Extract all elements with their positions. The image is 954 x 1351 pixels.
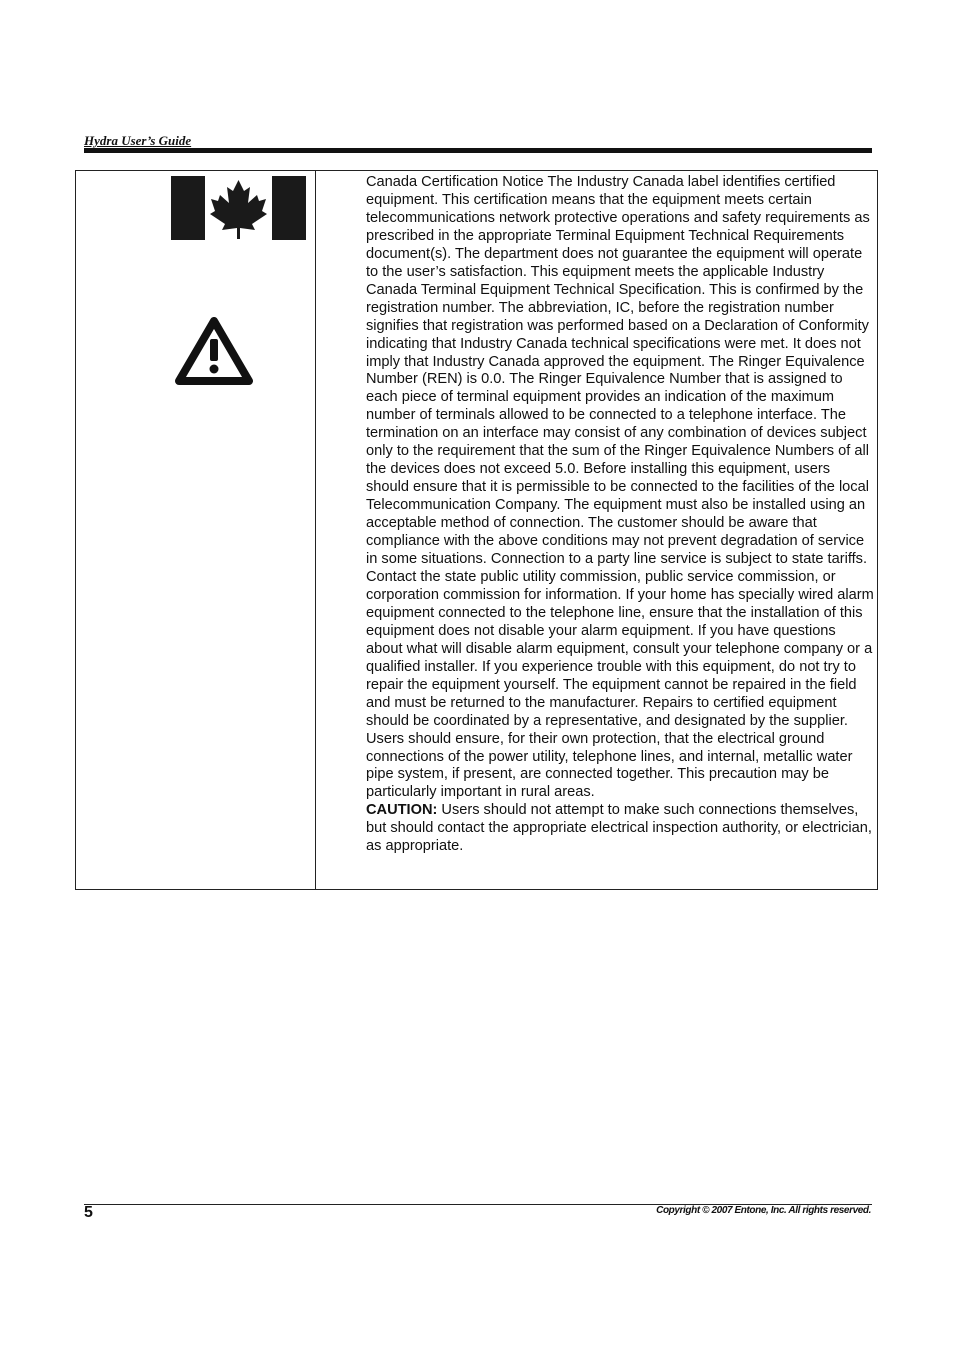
page-number: 5 [84, 1204, 93, 1221]
warning-triangle-icon [175, 317, 253, 385]
notice-table [75, 170, 878, 890]
notice-body: Canada Certification Notice The Industry Canada label identifies certified equipment. This certification means that the equipment meets certain telecommunications network protective operations and safety requirements as prescribed in the appropriate Terminal Equipment Technical Requirements document(s). The department does not guarantee the equipment will operate to the user’s satisfaction. This equipment meets the applicable Industry Canada Terminal Equipment Technical Specification. This is confirmed by the registration number. The abbreviation, IC, before the registration number signifies that registration was performed based on a Declaration of Conformity indicating that Industry Canada technical specifications were met. It does not imply that Industry Canada approved the equipment. The Ringer Equivalence Number (REN) is 0.0. The Ringer Equivalence Number that is assigned to each piece of terminal equipment provides an indication of the maximum number of terminals allowed to be connected to a telephone interface. The termination on an interface may consist of any combination of devices subject only to the requirement that the sum of the Ringer Equivalence Numbers of all the devices does not exceed 5.0. Before installing this equipment, users should ensure that it is permissible to be connected to the facilities of the local Telecommunication Company. The equipment must also be installed using an acceptable method of connection. The customer should be aware that compliance with the above conditions may not prevent degradation of service in some situations. Connection to a party line service is subject to state tariffs. Contact the state public utility commission, public service commission, or corporation commission for information. If your home has specially wired alarm equipment connected to the telephone line, ensure that the installation of this equipment does not disable your alarm equipment. If you have questions about what will disable alarm equipment, consult your telephone company or a qualified installer. If you experience trouble with this equipment, do not try to repair the equipment yourself. The equipment cannot be repaired in the field and must be returned to the manufacturer. Repairs to certified equipment should be coordinated by a representative, and designated by the supplier. Users should ensure, for their own protection, that the electrical ground connections of the power utility, telephone lines, and internal, metallic water pipe system, if present, are connected together. This precaution may be particularly important in rural areas. [366, 174, 874, 801]
caution-text: Users should not attempt to make such connections themselves, but should contact the appropriate electrical inspection authority, or electrician, as appropriate. [366, 802, 872, 855]
copyright-notice: Copyright © 2007 Entone, Inc. All rights reserved. [656, 1205, 871, 1216]
text-column [316, 171, 877, 889]
page-header-title: Hydra User’s Guide [84, 133, 192, 148]
header-rule [84, 148, 872, 153]
canada-flag-icon [171, 176, 306, 240]
certification-notice [366, 174, 874, 856]
caution-label: CAUTION: [366, 802, 438, 819]
icon-column [76, 171, 316, 889]
